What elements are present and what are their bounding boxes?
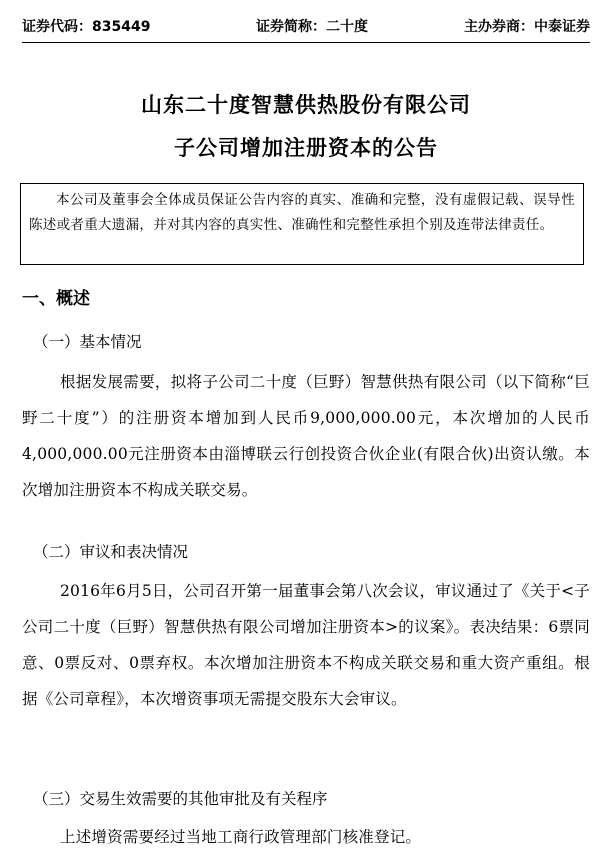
basic-info-heading: （一）基本情况 (33, 333, 142, 351)
document-header (22, 14, 590, 43)
review-heading: （二）审议和表决情况 (33, 543, 189, 561)
disclaimer-box: 本公司及董事会全体成员保证公告内容的真实、准确和完整，没有虚假记载、误导性陈述或者重大遗漏，并对其内容的真实性、准确性和完整性承担个别及连带法律责任。 (20, 183, 584, 265)
sponsor-broker: 主办券商：中泰证券 (464, 19, 590, 35)
security-code: 证券代码：835449 (22, 19, 151, 35)
basic-info-paragraph: 根据发展需要，拟将子公司二十度（巨野）智慧供热有限公司（以下简称“巨野二十度”）的注册资本增加到人民币9,000,000.00元，本次增加的人民币4,000,000.00元注册资本由淄博联云行创投资合伙企业(有限合伙)出资认缴。本次增加注册资本不构成关联交易。 (22, 373, 590, 499)
security-abbreviation: 证券简称：二十度 (256, 19, 368, 35)
review-paragraph: 2016年6月5日，公司召开第一届董事会第八次会议，审议通过了《关于<子公司二十度（巨野）智慧供热有限公司增加注册资本>的议案》。表决结果：6票同意、0票反对、0票弃权。本次增加注册资本不构成关联交易和重大资产重组。根据《公司章程》，本次增资事项无需提交股东大会审议。 (22, 582, 590, 708)
approval-heading: （三）交易生效需要的其他审批及有关程序 (33, 790, 328, 808)
section-overview-heading: 一、概述 (22, 289, 90, 309)
announcement-title: 子公司增加注册资本的公告 (174, 136, 438, 160)
approval-paragraph: 上述增资需要经过当地工商行政管理部门核准登记。 (60, 828, 422, 846)
company-title: 山东二十度智慧供热股份有限公司 (141, 93, 471, 117)
